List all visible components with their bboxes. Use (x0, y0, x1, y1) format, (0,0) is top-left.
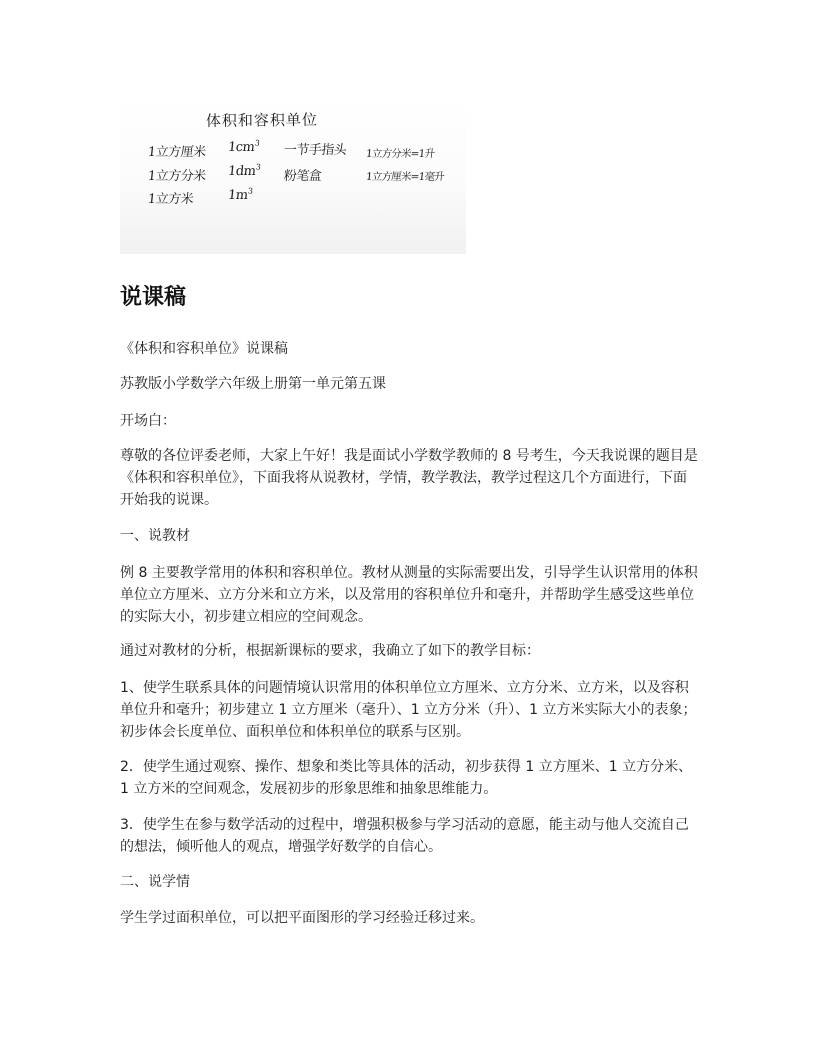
handwritten-notes-image (120, 96, 466, 254)
image-title: 体积和容积单位 (205, 110, 319, 130)
textbook-source-line: 苏教版小学数学六年级上册第一单元第五课 (120, 376, 386, 392)
image-unit-cm3-symbol: $1cm^3$ (227, 138, 260, 155)
textbook-paragraph: 例 8 主要教学常用的体积和容积单位。教材从测量的实际需要出发，引导学生认识常用的体积单位立方厘米、立方分米和立方米，以及常用的容积单位升和毫升，并帮助学生感受这些单位的实际大小，初步建立相应的空间观念。 (120, 565, 698, 625)
students-paragraph: 学生学过面积单位，可以把平面图形的学习经验迁移过来。 (120, 910, 484, 926)
image-unit-cm3-example: 一节手指头 (283, 143, 348, 158)
section-heading-students: 二、说学情 (120, 874, 190, 890)
document-heading: 说课稿 (120, 285, 187, 310)
section-heading-textbook: 一、说教材 (120, 528, 190, 544)
image-unit-cm3-name: 1立方厘米 (147, 145, 207, 160)
image-unit-dm3-name: 1立方分米 (147, 169, 207, 184)
opening-label: 开场白： (120, 413, 176, 429)
image-unit-m3-name: 1立方米 (147, 192, 194, 207)
objectives-intro: 通过对教材的分析，根据新课标的要求，我确立了如下的教学目标： (120, 643, 540, 659)
image-conversion-milliliter: 1立方厘米=1毫升 (365, 171, 445, 183)
objective-3: 3．使学生在参与数学活动的过程中，增强积极参与学习活动的意愿，能主动与他人交流自己的想法，倾听他人的观点，增强学好数学的自信心。 (120, 817, 689, 855)
opening-paragraph: 尊敬的各位评委老师，大家上午好！我是面试小学数学教师的 8 号考生，今天我说课的题目是《体积和容积单位》，下面我将从说教材，学情，教学教法，教学过程这几个方面进行，下面开始我的说课。 (120, 448, 698, 508)
image-unit-m3-symbol: $1m^3$ (227, 186, 254, 203)
image-unit-dm3-example: 粉笔盒 (283, 169, 323, 184)
image-conversion-liter: 1立方分米=1升 (365, 148, 435, 160)
image-unit-dm3-symbol: $1dm^3$ (227, 162, 261, 179)
objective-2: 2．使学生通过观察、操作、想象和类比等具体的活动，初步获得 1 立方厘米、1 立方分米、1 立方米的空间观念，发展初步的形象思维和抽象思维能力。 (120, 759, 693, 797)
lesson-title-line: 《体积和容积单位》说课稿 (120, 341, 288, 357)
objective-1: 1、使学生联系具体的问题情境认识常用的体积单位立方厘米、立方分米、立方米，以及容积单位升和毫升；初步建立 1 立方厘米（毫升）、1 立方分米（升）、1 立方米实际大小的表象；初步体会长度单位、面积单位和体积单位的联系与区别。 (120, 680, 697, 740)
